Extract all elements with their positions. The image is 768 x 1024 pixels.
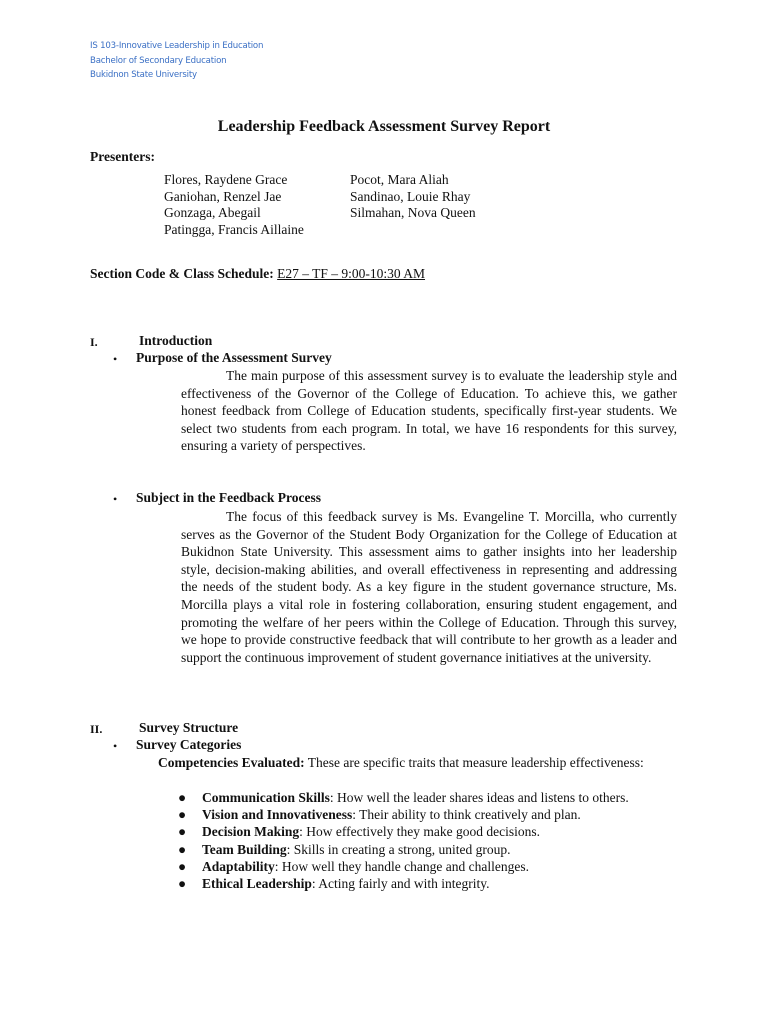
bullet-dot: ● xyxy=(178,807,187,823)
competencies-list xyxy=(178,789,668,892)
subject-paragraph xyxy=(181,508,677,666)
list-item xyxy=(178,789,668,806)
bullet-dot: ● xyxy=(178,824,187,840)
subject-heading: Subject in the Feedback Process xyxy=(136,490,321,505)
bullet-dot: ● xyxy=(178,876,187,892)
presenters-column-1 xyxy=(164,172,304,238)
presenters-column-2 xyxy=(350,172,476,222)
subject-text: The focus of this feedback survey is Ms. Evangeline T. Morcilla, who currently serves as the Governor of the Student Body Organization for the College of Education at Bukidnon State University. This assessment aims to gather insights into her leadership style, decision-making abilities, and overall effectiveness in representing and addressing the needs of the student body. As a key figure in the student governance structure, Ms. Morcilla plays a vital role in fostering collaboration, ensuring student engagement, and promoting the welfare of her peers within the College of Education. Through this survey, we hope to provide constructive feedback that will contribute to her growth as a leader and support the continuous improvement of student governance initiatives at the university. xyxy=(181,509,677,665)
item-desc: : Acting fairly and with integrity. xyxy=(311,876,490,892)
list-item xyxy=(178,875,668,892)
item-term: Ethical Leadership xyxy=(202,876,312,892)
presenter-name: Silmahan, Nova Queen xyxy=(350,205,476,220)
presenter-name: Patingga, Francis Aillaine xyxy=(164,221,304,237)
presenter-name: Gonzaga, Abegail xyxy=(164,205,261,220)
purpose-heading: Purpose of the Assessment Survey xyxy=(136,350,332,365)
item-term: Vision and Innovativeness xyxy=(202,807,353,823)
purpose-text: The main purpose of this assessment survey is to evaluate the leadership style and effectiveness of the Governor of the College of Education. To achieve this, we gather honest feedback from College of Education students, specifically first-year students. We select two students from each program. In total, we have 16 respondents for this survey, ensuring a variety of perspectives. xyxy=(181,368,677,454)
presenter-name: Sandinao, Louie Rhay xyxy=(350,188,471,204)
schedule-line xyxy=(90,266,425,282)
item-desc: : Their ability to think creatively and plan. xyxy=(352,807,581,823)
bullet: • xyxy=(113,492,118,506)
item-desc: : How well the leader shares ideas and listens to others. xyxy=(329,790,629,805)
presenters-label: Presenters: xyxy=(90,149,155,164)
purpose-paragraph xyxy=(181,367,677,455)
list-item xyxy=(178,806,668,823)
presenter-name: Flores, Raydene Grace xyxy=(164,172,288,187)
presenter-name: Ganiohan, Renzel Jae xyxy=(164,188,282,204)
university-line: Bukidnon State University xyxy=(90,70,197,80)
categories-heading: Survey Categories xyxy=(136,737,242,752)
competencies-intro xyxy=(158,755,658,772)
item-desc: : How well they handle change and challenges. xyxy=(274,858,529,874)
item-term: Adaptability xyxy=(202,858,275,874)
item-term: Team Building xyxy=(202,841,287,857)
item-term: Communication Skills xyxy=(202,790,330,805)
course-header xyxy=(90,39,263,83)
presenter-name: Pocot, Mara Aliah xyxy=(350,172,449,187)
section-2-title: Survey Structure xyxy=(139,720,239,735)
bullet: • xyxy=(113,352,118,366)
schedule-value: E27 – TF – 9:00-10:30 AM xyxy=(277,266,426,281)
item-desc: : Skills in creating a strong, united group. xyxy=(286,841,511,857)
list-item xyxy=(178,841,668,858)
schedule-label: Section Code & Class Schedule: xyxy=(90,266,274,281)
report-title: Leadership Feedback Assessment Survey Report xyxy=(217,118,551,135)
list-item xyxy=(178,858,668,875)
bullet-dot: ● xyxy=(178,841,187,857)
section-1-title: Introduction xyxy=(139,333,213,348)
section-2-number: II. xyxy=(90,722,103,736)
item-desc: : How effectively they make good decisions. xyxy=(299,824,540,840)
section-1-number: I. xyxy=(90,335,98,349)
bullet: • xyxy=(113,739,118,753)
competencies-text: These are specific traits that measure leadership effectiveness: xyxy=(304,755,644,770)
bullet-dot: ● xyxy=(178,790,187,805)
bullet-dot: ● xyxy=(178,858,187,874)
list-item xyxy=(178,823,668,840)
program-line: Bachelor of Secondary Education xyxy=(90,55,227,66)
course-line: IS 103-Innovative Leadership in Education xyxy=(90,41,264,51)
competencies-label: Competencies Evaluated: xyxy=(158,755,305,770)
item-term: Decision Making xyxy=(202,824,300,840)
